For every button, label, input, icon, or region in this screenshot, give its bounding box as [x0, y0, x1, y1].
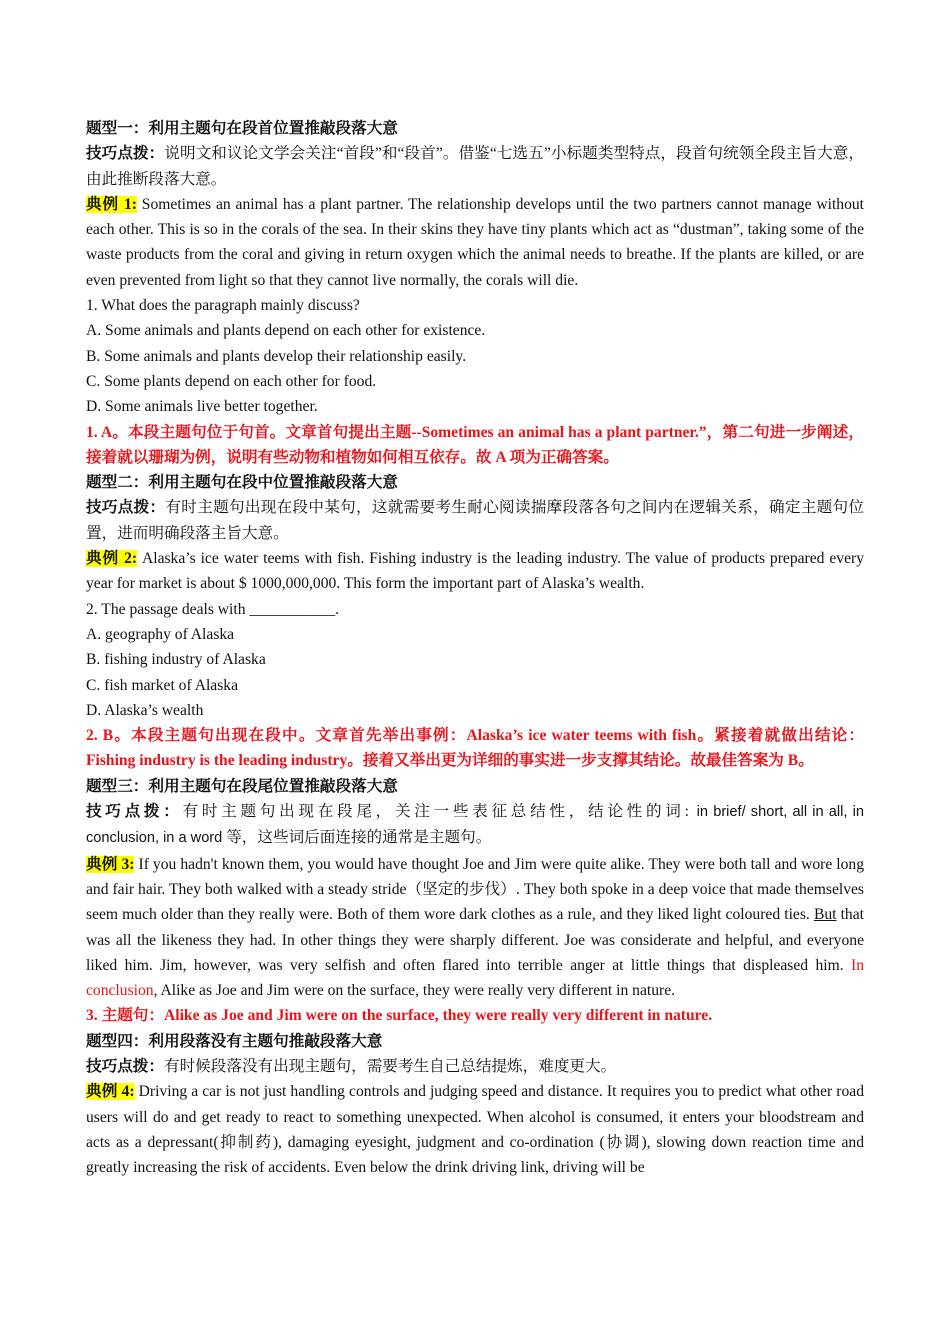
example-2-paragraph: [86, 546, 864, 597]
example-2-text: Alaska’s ice water teems with fish. Fishing industry is the leading industry. The value of products prepared every year for market is about $ 1000,000,000. This form the important part of Alaska’s wealth.: [86, 550, 864, 593]
example-1-paragraph: [86, 192, 864, 293]
tip-text: 有时主题句出现在段中某句，这就需要考生耐心阅读揣摩段落各句之间内在逻辑关系，确定主题句位置，进而明确段落主旨大意。: [86, 499, 864, 542]
tip-text: 说明文和议论文学会关注“首段”和“段首”。借鉴“七选五”小标题类型特点，段首句统领全段主旨大意，由此推断段落大意。: [86, 145, 864, 188]
tip-text: 有时主题句出现在段尾，关注一些表征总结性，结论性的词:: [182, 803, 692, 821]
example-3-text-end: , Alike as Joe and Jim were on the surface, they were really very different in nature.: [153, 982, 676, 1000]
example-1-text: Sometimes an animal has a plant partner. The relationship develops until the two partners cannot manage without each other. This is so in the corals of the sea. In their skins they have tiny plants which act as “dustman”, taking some of the waste products from the coral and giving in return oxygen which the animal needs to breathe. If the plants are killed, or are even prevented from light so that they cannot live normally, the corals will die.: [86, 195, 865, 289]
answer-2: 2. B。本段主题句出现在段中。文章首先举出事例：Alaska’s ice water teems with fish。紧接着就做出结论：Fishing industry is the leading industry。接着又举出更为详细的事实进一步支撑其结论。故最佳答案为 B。: [86, 727, 864, 770]
example-4-paragraph: [86, 1079, 864, 1180]
highlighted-phrase: In conclusion: [86, 956, 864, 1000]
example-4-label: 典例 4:: [86, 1083, 135, 1101]
example-3-text: If you hadn't known them, you would have thought Joe and Jim were quite alike. They were both tall and wore long and fair hair. They both walked with a steady stride（坚定的步伐）. They both spoke in a deep voice that made themselves seem much older than they really were. Both of them wore dark clothes as a rule, and they liked light coloured ties.: [86, 855, 865, 924]
option: D. Some animals live better together.: [86, 398, 318, 416]
section-3-title: 题型三：利用主题句在段尾位置推敲段落大意: [86, 777, 398, 795]
tip-label: 技巧点拨：: [86, 1057, 164, 1075]
section-4-tip: [86, 1054, 864, 1079]
option: A. geography of Alaska: [86, 625, 235, 643]
tip-keywords: in brief/ short, all in all, in conclusion, in a word: [86, 804, 864, 847]
section-3-tip: [86, 799, 864, 852]
example-1-label: 典例 1:: [86, 195, 137, 213]
section-2-title: 题型二：利用主题句在段中位置推敲段落大意: [86, 474, 398, 492]
answer-3: 3. 主题句：Alike as Joe and Jim were on the surface, they were really very different in nature.: [86, 1007, 713, 1025]
section-1-title: 题型一：利用主题句在段首位置推敲段落大意: [86, 120, 398, 137]
tip-text: 有时候段落没有出现主题句，需要考生自己总结提炼，难度更大。: [163, 1057, 617, 1075]
option: D. Alaska’s wealth: [86, 701, 204, 719]
section-1-tip: [86, 141, 864, 192]
tip-label: 技巧点拨：: [86, 499, 166, 517]
answer-1: 1. A。本段主题句位于句首。文章首句提出主题--Sometimes an animal has a plant partner.”，第二句进一步阐述，接着就以珊瑚为例，说明有些动物和植物如何相互依存。故 A 项为正确答案。: [86, 423, 864, 466]
option: B. Some animals and plants develop their relationship easily.: [86, 347, 467, 365]
example-3-text-cont: that was all the likeness they had. In other things they were sharply different. Joe was considerate and helpful, and everyone liked him. Jim, however, was very selfish and often flared into terrible anger at little things that displeased him.: [86, 906, 864, 974]
question-1: 1. What does the paragraph mainly discuss?: [86, 297, 360, 315]
section-2-tip: [86, 495, 864, 546]
example-2-label: 典例 2:: [86, 550, 138, 568]
tip-label: 技巧点拨：: [86, 803, 183, 821]
question-2: 2. The passage deals with ___________.: [86, 600, 340, 618]
example-4-text: Driving a car is not just handling controls and judging speed and distance. It requires you to predict what other road users will do and get ready to react to something unexpected. When alcohol is consumed, it enters your bloodstream and acts as a depressant(抑制药), damaging eyesight, judgment and co-ordination (协调), slowing down reaction time and greatly increasing the risk of accidents. Even below the drink driving link, driving will be: [86, 1083, 864, 1177]
example-3-paragraph: [86, 852, 864, 1004]
option: A. Some animals and plants depend on each other for existence.: [86, 322, 486, 340]
document-page: [86, 116, 864, 1180]
section-4-title: 题型四：利用段落没有主题句推敲段落大意: [86, 1032, 383, 1050]
underlined-word: But: [813, 906, 837, 924]
option: B. fishing industry of Alaska: [86, 651, 266, 669]
tip-label: 技巧点拨：: [86, 145, 165, 163]
option: C. Some plants depend on each other for food.: [86, 372, 377, 390]
tip-text-end: 等，这些词后面连接的通常是主题句。: [222, 829, 492, 847]
example-3-label: 典例 3:: [86, 855, 135, 873]
option: C. fish market of Alaska: [86, 676, 239, 694]
